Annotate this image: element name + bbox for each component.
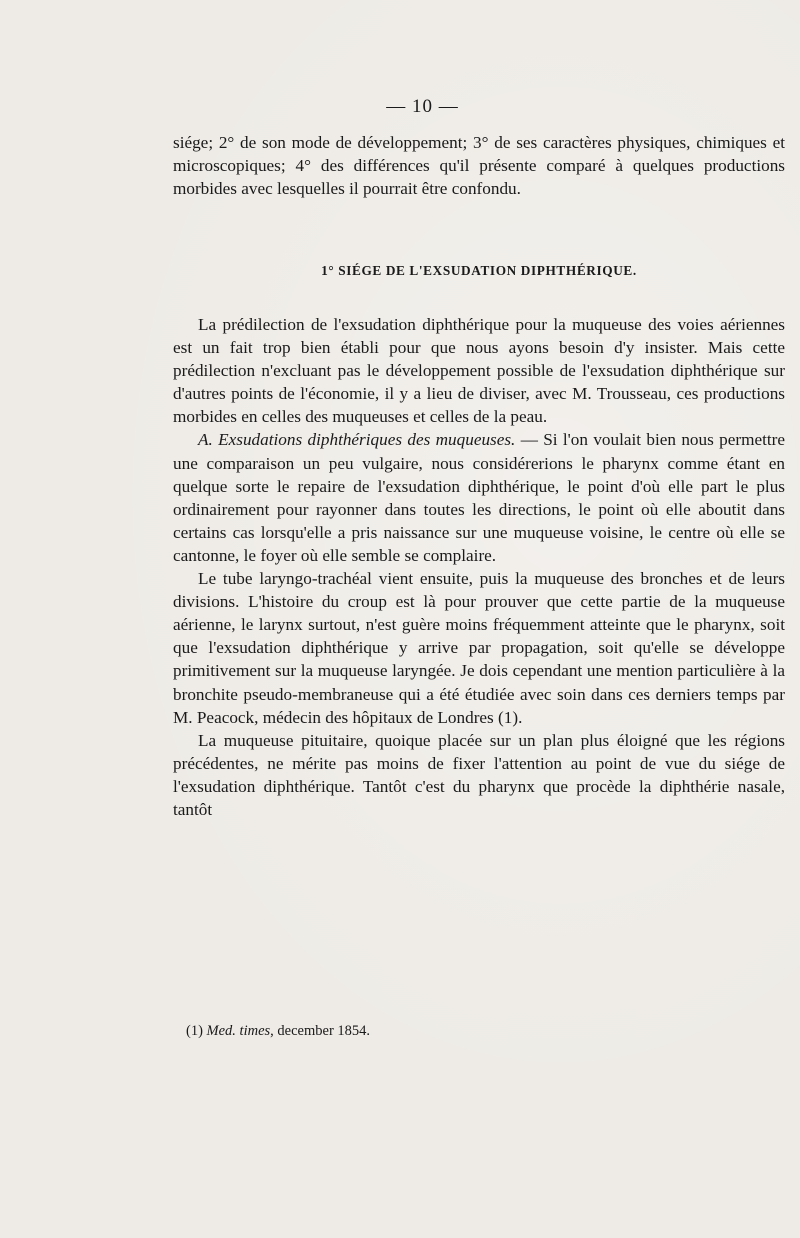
footnote-text: , december 1854. <box>270 1023 371 1039</box>
footnote <box>186 1020 370 1043</box>
body-paragraphs <box>173 313 785 821</box>
paragraph-1: La prédilection de l'exsudation diphthérique pour la muqueuse des voies aériennes est un fait trop bien établi pour que nous ayons besoin d'y insister. Mais cette prédilection n'excluant pas le développement possible de l'exsudation diphthérique sur d'autres points de l'économie, il y a lieu de diviser, avec M. Trousseau, ces productions morbides en celles des muqueuses et celles de la peau. <box>173 315 785 427</box>
section-heading: 1° SIÉGE DE L'EXSUDATION DIPHTHÉRIQUE. <box>321 263 637 278</box>
footnote-source: Med. times <box>206 1023 271 1039</box>
page-number: — 10 — <box>386 96 459 117</box>
footnote-marker: (1) <box>186 1023 207 1039</box>
paragraph-3: Le tube laryngo-trachéal vient ensuite, puis la muqueuse des bronches et de leurs divisions. L'histoire du croup est là pour prouver que cette partie de la muqueuse aérienne, le larynx surtout, n'est guère moins fréquemment atteinte que le pharynx, soit que l'exsudation diphthérique y arrive par propagation, soit qu'elle se développe primitivement sur la muqueuse laryngée. Je dois cependant une mention particulière à la bronchite pseudo-membraneuse qui a été étudiée avec soin dans ces derniers temps par M. Peacock, médecin des hôpitaux de Londres (1). <box>173 569 785 727</box>
paragraph-2 <box>173 428 785 567</box>
intro-paragraph: siége; 2° de son mode de développement; 3° de ses caractères physiques, chimiques et microscopiques; 4° des différences qu'il présente comparé à quelques productions morbides avec lesquelles il pourrait être confondu. <box>173 133 785 199</box>
paragraph-4: La muqueuse pituitaire, quoique placée sur un plan plus éloigné que les régions précédentes, ne mérite pas moins de fixer l'attention au point de vue du siége de l'exsudation diphthérique. Tantôt c'est du pharynx que procède la diphthérie nasale, tantôt <box>173 730 785 819</box>
paragraph-2-text: — Si l'on voulait bien nous permettre une comparaison un peu vulgaire, nous considérerions le pharynx comme étant en quelque sorte le repaire de l'exsudation diphthérique, le point d'où elle part le plus ordinairement pour rayonner dans toutes les directions, le point où elle aboutit dans certains cas lorsqu'elle a pris naissance sur une muqueuse voisine, le centre où elle se cantonne, le foyer où elle semble se complaire. <box>173 430 785 565</box>
paragraph-2-label: A. Exsudations diphthériques des muqueuses. <box>198 430 516 450</box>
